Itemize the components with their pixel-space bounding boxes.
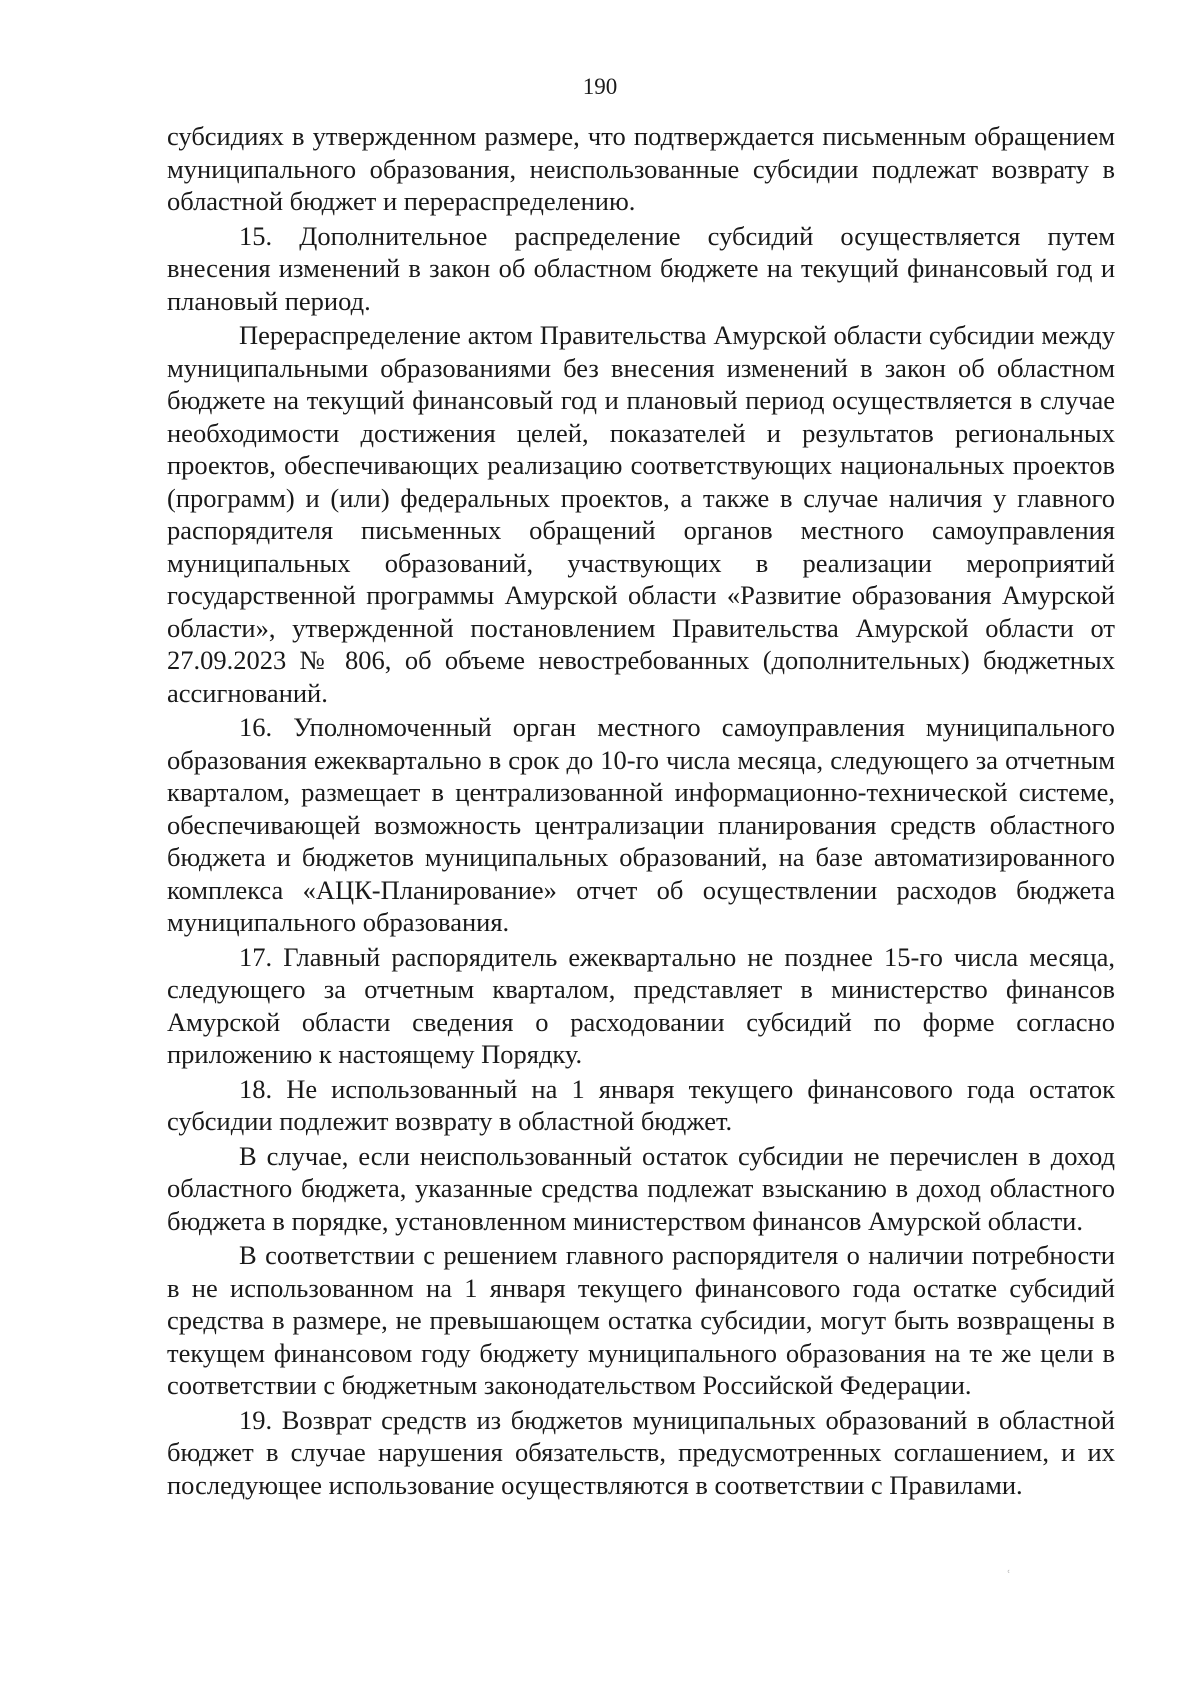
document-body bbox=[167, 120, 1115, 1503]
paragraph-continuation: субсидиях в утвержденном размере, что подтверждается письменным обращением муниципального образования, неиспользованные субсидии подлежат возврату в областной бюджет и перераспределению. bbox=[167, 121, 1115, 216]
paragraph-item-15: 15. Дополнительное распределение субсидий осуществляется путем внесения изменений в закон об областном бюджете на текущий финансовый год и плановый период. bbox=[167, 220, 1115, 316]
paragraph-item-18-recovery: В случае, если неиспользованный остаток субсидии не перечислен в доход областного бюджета, указанные средства подлежат взысканию в доход областного бюджета в порядке, установленном министерством финансов Амурской области. bbox=[167, 1140, 1115, 1236]
paragraph-item-17: 17. Главный распорядитель ежеквартально не позднее 15-го числа месяца, следующего за отчетным кварталом, представляет в министерство финансов Амурской области сведения о расходовании субсидий по форме согласно приложению к настоящему Порядку. bbox=[167, 941, 1115, 1069]
paragraph-item-18-return: В соответствии с решением главного распорядителя о наличии потребности в не использованном на 1 января текущего финансового года остатке субсидий средства в размере, не превышающем остатка субсидии, могут быть возвращены в текущем финансовом году бюджету муниципального образования на те же цели в соответствии с бюджетным законодательством Российской Федерации. bbox=[167, 1240, 1115, 1400]
paragraph-item-18: 18. Не использованный на 1 января текущего финансового года остаток субсидии подлежит возврату в областной бюджет. bbox=[167, 1073, 1115, 1136]
paragraph-item-19: 19. Возврат средств из бюджетов муниципальных образований в областной бюджет в случае нарушения обязательств, предусмотренных соглашением, и их последующее использование осуществляются в соответствии с Правилами. bbox=[167, 1404, 1115, 1500]
page-number: 190 bbox=[582, 74, 618, 99]
paragraph-item-16: 16. Уполномоченный орган местного самоуправления муниципального образования ежеквартально в срок до 10-го числа месяца, следующего за отчетным кварталом, размещает в централизованной информационно-технической системе, обеспечивающей возможность централизации планирования средств областного бюджета и бюджетов муниципальных образований, на базе автоматизированного комплекса «АЦК-Планирование» отчет об осуществлении расходов бюджета муниципального образования. bbox=[167, 712, 1115, 937]
paragraph-item-15-redistribution: Перераспределение актом Правительства Амурской области субсидии между муниципальными образованиями без внесения изменений в закон об областном бюджете на текущий финансовый год и плановый период осуществляется в случае необходимости достижения целей, показателей и результатов региональных проектов, обеспечивающих реализацию соответствующих национальных проектов (программ) и (или) федеральных проектов, а также в случае наличия у главного распорядителя письменных обращений органов местного самоуправления муниципальных образований, участвующих в реализации мероприятий государственной программы Амурской области «Развитие образования Амурской области», утвержденной постановлением Правительства Амурской области от 27.09.2023 № 806, об объеме невостребованных (дополнительных) бюджетных ассигнований. bbox=[167, 320, 1115, 708]
scan-speck: ʿ bbox=[1007, 1568, 1011, 1582]
